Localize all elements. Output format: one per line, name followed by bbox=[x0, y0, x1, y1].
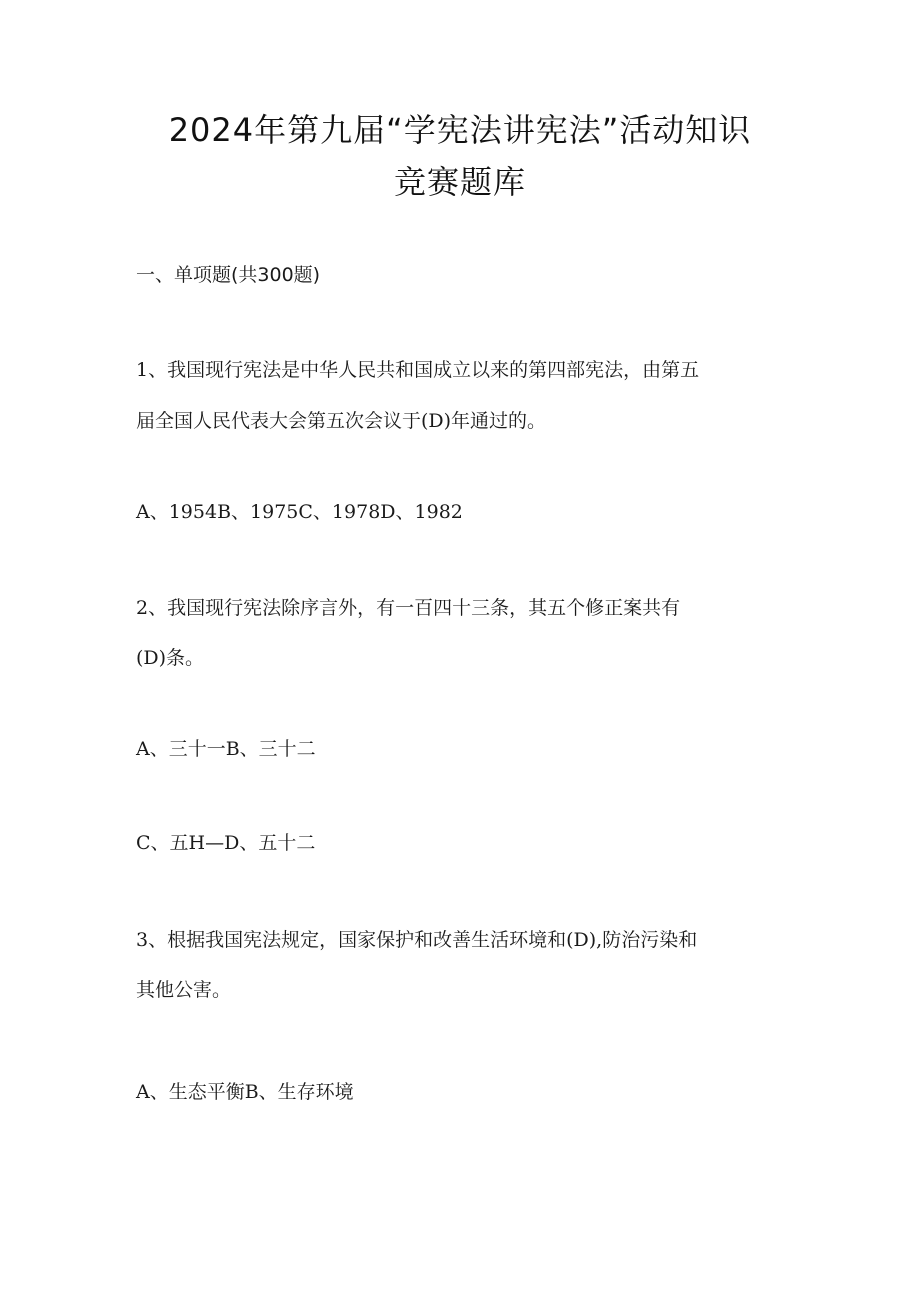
question-3-stem-line-1: 3、根据我国宪法规定，国家保护和改善生活环境和(D),防治污染和 bbox=[136, 929, 698, 951]
question-2-stem-line-2: (D)条。 bbox=[136, 647, 205, 669]
question-2-options-line-2: C、五H—D、五十二 bbox=[136, 832, 316, 854]
document-title-line-1: 2024年第九届“学宪法讲宪法”活动知识 bbox=[168, 111, 752, 149]
question-2-options-line-1: A、三十一B、三十二 bbox=[136, 738, 316, 760]
question-1-stem-line-1: 1、我国现行宪法是中华人民共和国成立以来的第四部宪法，由第五 bbox=[136, 359, 700, 381]
question-3-stem-line-2: 其他公害。 bbox=[136, 979, 232, 1001]
section-heading: 一、单项题(共300题) bbox=[136, 264, 321, 286]
document-title-line-2: 竞赛题库 bbox=[393, 163, 526, 201]
question-1-stem-line-2: 届全国人民代表大会第五次会议于(D)年通过的。 bbox=[136, 410, 547, 432]
question-1-options: A、1954B、1975C、1978D、1982 bbox=[136, 501, 463, 523]
question-2-stem-line-1: 2、我国现行宪法除序言外，有一百四十三条，其五个修正案共有 bbox=[136, 597, 681, 619]
question-3-options: A、生态平衡B、生存环境 bbox=[136, 1081, 354, 1103]
